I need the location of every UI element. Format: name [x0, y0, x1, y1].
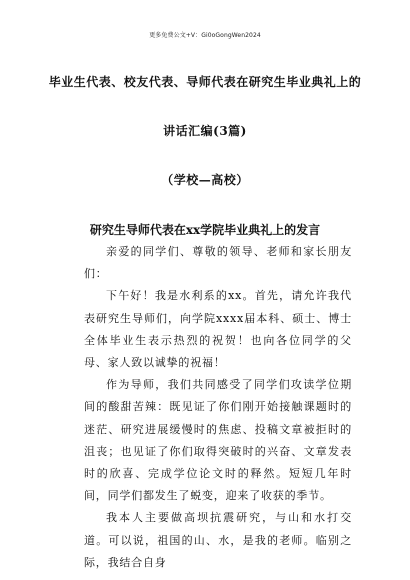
document-subtitle: （学校—高校）	[161, 173, 249, 187]
document-title-line-1: 毕业生代表、校友代表、导师代表在研究生毕业典礼上的	[48, 75, 362, 89]
body-paragraph: 我本人主要做高坝抗震研究，与山和水打交道。可以说，祖国的山、水，是我的老师。临别之际，我结合自身	[84, 511, 352, 569]
body-paragraph: 下午好！我是水利系的xx。首先，请允许我代表研究生导师们，向学院xxxx届本科、硕士、博士全体毕业生表示热烈的祝贺！也向各位同学的父母、家人致以诚挚的祝福！	[84, 289, 352, 370]
speech-body	[84, 241, 352, 574]
body-paragraph: 作为导师，我们共同感受了同学们攻读学位期间的酸甜苦辣：既见证了你们刚开始接触课题时的迷茫、研究进展缓慢时的焦虑、投稿文章被拒时的沮丧；也见证了你们取得突破时的兴奋、文章发表时的欣喜、完成学位论文时的释然。短短几年时间，同学们都发生了蜕变，迎来了收获的季节。	[84, 378, 352, 503]
section-heading: 研究生导师代表在xx学院毕业典礼上的发言	[89, 223, 321, 237]
document-title-line-2: 讲话汇编(3篇)	[163, 124, 247, 138]
greeting-paragraph: 亲爱的同学们、尊敬的领导、老师和家长朋友们：	[84, 245, 352, 281]
header-watermark: 更多免费公文+V：Gi0oGongWen2024	[149, 32, 261, 39]
